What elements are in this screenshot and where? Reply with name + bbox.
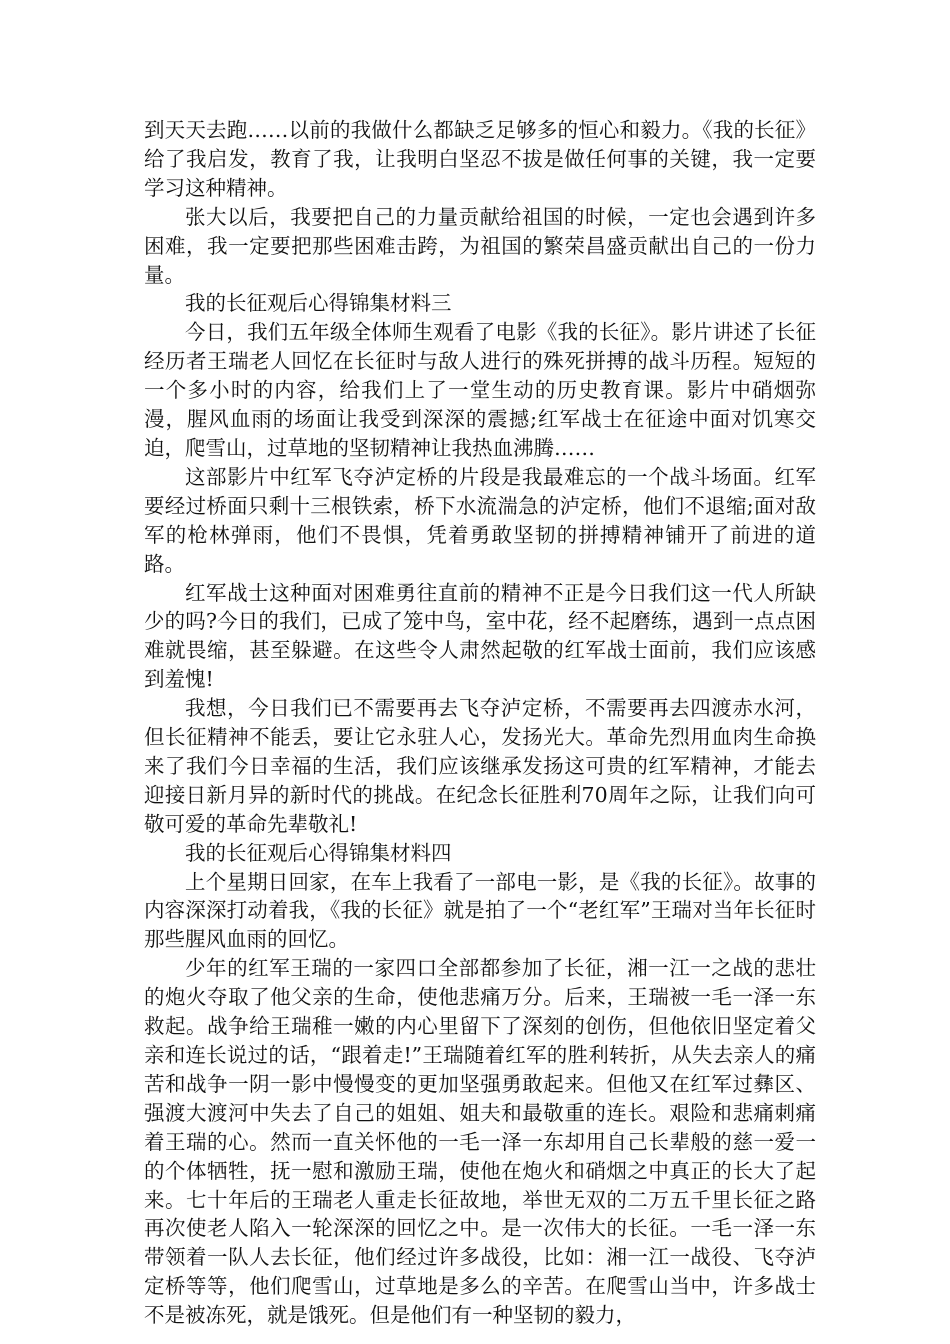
- paragraph: 少年的红军王瑞的一家四口全部都参加了长征，湘一江一之战的悲壮的炮火夺取了他父亲的生命，使他悲痛万分。后来，王瑞被一毛一泽一东救起。战争给王瑞稚一嫩的内心里留下了深刻的创伤，但他依旧坚定着父亲和连长说过的话，“跟着走!”王瑞随着红军的胜利转折，从失去亲人的痛苦和战争一阴一影中慢慢变的更加坚强勇敢起来。但他又在红军过彝区、强渡大渡河中失去了自己的姐姐、姐夫和最敬重的连长。艰险和悲痛刺痛着王瑞的心。然而一直关怀他的一毛一泽一东却用自己长辈般的慈一爱一的个体牺牲，抚一慰和激励王瑞，使他在炮火和硝烟之中真正的长大了起来。七十年后的王瑞老人重走长征故地，举世无双的二万五千里长征之路再次使老人陷入一轮深深的回忆之中。是一次伟大的长征。一毛一泽一东带领着一队人去长征，他们经过许多战役，比如：湘一江一战役、飞夺泸定桥等等，他们爬雪山，过草地是多么的辛苦。在爬雪山当中，许多战士不是被冻死，就是饿死。但是他们有一种坚韧的毅力，: [144, 956, 816, 1328]
- paragraph: 红军战士这种面对困难勇往直前的精神不正是今日我们这一代人所缺少的吗?今日的我们，已成了笼中鸟，室中花，经不起磨练，遇到一点点困难就畏缩，甚至躲避。在这些令人肃然起敬的红军战士面前，我们应该感到羞愧!: [144, 580, 816, 692]
- section-heading: 我的长征观后心得锦集材料四: [185, 840, 452, 865]
- paragraph: 到天天去跑……以前的我做什么都缺乏足够多的恒心和毅力。《我的长征》给了我启发，教育了我，让我明白坚忍不拔是做任何事的关键，我一定要学习这种精神。: [144, 118, 816, 200]
- paragraph: 我想，今日我们已不需要再去飞夺泸定桥，不需要再去四渡赤水河，但长征精神不能丢，要让它永驻人心，发扬光大。革命先烈用血肉生命换来了我们今日幸福的生活，我们应该继承发扬这可贵的红军精神，才能去迎接日新月异的新时代的挑战。在纪念长征胜利70周年之际，让我们向可敬可爱的革命先辈敬礼!: [144, 696, 816, 836]
- paragraph: 今日，我们五年级全体师生观看了电影《我的长征》。影片讲述了长征经历者王瑞老人回忆在长征时与敌人进行的殊死拼搏的战斗历程。短短的一个多小时的内容，给我们上了一堂生动的历史教育课。影片中硝烟弥漫，腥风血雨的场面让我受到深深的震撼;红军战士在征途中面对饥寒交迫，爬雪山，过草地的坚韧精神让我热血沸腾……: [144, 320, 816, 460]
- paragraph: 这部影片中红军飞夺泸定桥的片段是我最难忘的一个战斗场面。红军要经过桥面只剩十三根铁索，桥下水流湍急的泸定桥，他们不退缩;面对敌军的枪林弹雨，他们不畏惧，凭着勇敢坚韧的拼搏精神铺开了前进的道路。: [144, 464, 816, 576]
- paragraph: 张大以后，我要把自己的力量贡献给祖国的时候，一定也会遇到许多困难，我一定要把那些困难击跨，为祖国的繁荣昌盛贡献出自己的一份力量。: [144, 204, 816, 287]
- section-heading: 我的长征观后心得锦集材料三: [185, 291, 452, 316]
- document-body: [144, 116, 816, 1330]
- paragraph: 上个星期日回家，在车上我看了一部电一影，是《我的长征》。故事的内容深深打动着我，《我的长征》就是拍了一个“老红军”王瑞对当年长征时那些腥风血雨的回忆。: [144, 869, 816, 952]
